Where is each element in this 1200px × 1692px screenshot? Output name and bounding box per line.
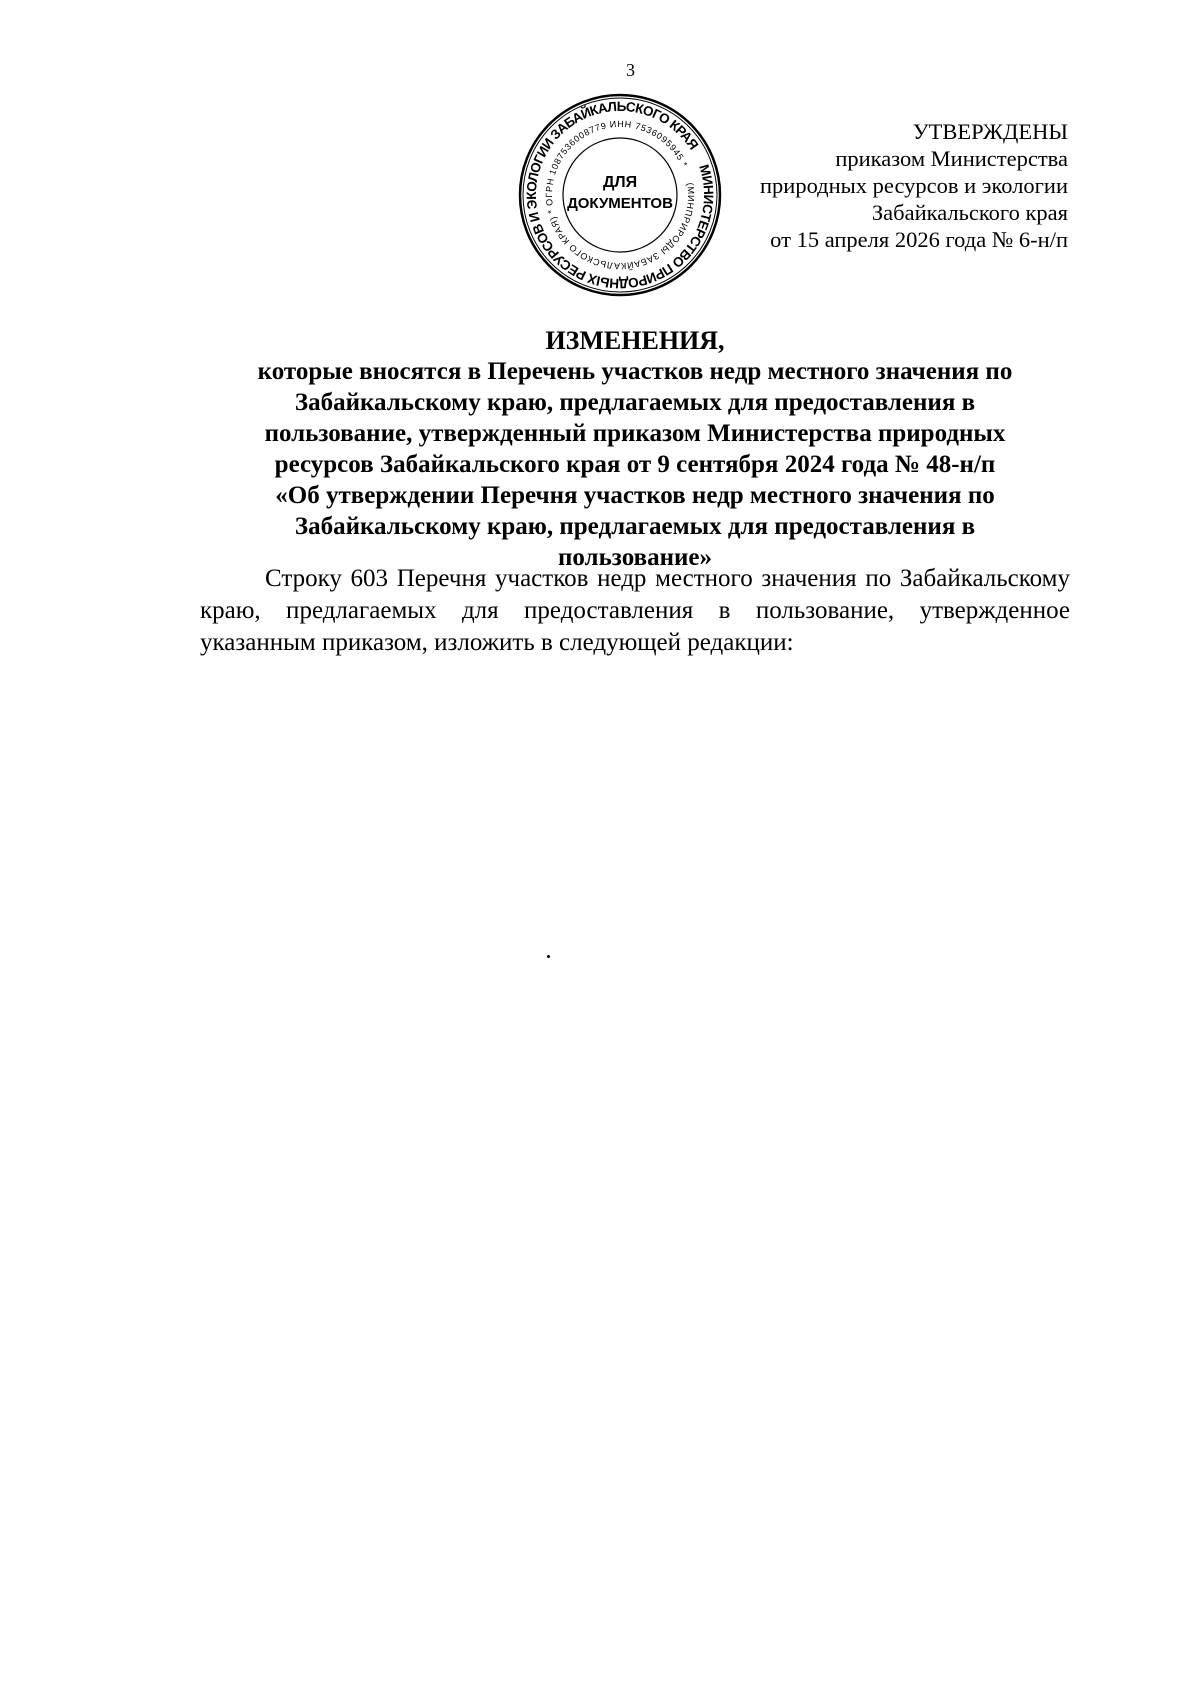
approval-line: природных ресурсов и экологии: [760, 173, 1068, 198]
title-line: пользование, утвержденный приказом Министерства природных: [264, 420, 1006, 447]
seal-center-line2: ДОКУМЕНТОВ: [567, 195, 673, 212]
approval-line: УТВЕРЖДЕНЫ: [912, 119, 1068, 144]
seal-outer-text: МИНИСТЕРСТВО ПРИРОДНЫХ РЕСУРСОВ И ЭКОЛОГИИ ЗАБАЙКАЛЬСКОГО КРАЯ: [523, 98, 717, 292]
body-paragraph: Строку 603 Перечня участков недр местного значения по Забайкальскому краю, предлагаемых для предоставления в пользование, утвержденное указанным приказом, изложить в следующей редакции:: [200, 565, 1070, 656]
seal-inner-text: (МИНПРИРОДЫ ЗАБАЙКАЛЬСКОГО КРАЯ) * ОГРН 1087536008779 ИНН 7536095945 *: [543, 118, 697, 272]
title-line: пользование»: [557, 544, 712, 571]
approval-line: Забайкальского края: [871, 200, 1068, 225]
scan-speck: [547, 955, 550, 958]
approval-line: от 15 апреля 2026 года № 6-н/п: [770, 227, 1068, 252]
document-title: [195, 325, 1075, 573]
title-line: ресурсов Забайкальского края от 9 сентября 2024 года № 48-н/п: [274, 451, 996, 478]
title-line: которые вносятся в Перечень участков недр местного значения по: [257, 358, 1013, 385]
title-line: Забайкальскому краю, предлагаемых для предоставления в: [294, 513, 976, 540]
title-line: Забайкальскому краю, предлагаемых для предоставления в: [294, 389, 976, 416]
title-heading: ИЗМЕНЕНИЯ,: [545, 326, 725, 355]
official-seal: [515, 90, 725, 300]
seal-center-line1: ДЛЯ: [602, 174, 638, 191]
approval-block: [760, 118, 1068, 253]
approval-line: приказом Министерства: [835, 146, 1068, 171]
page-number: 3: [626, 60, 635, 80]
title-line: «Об утверждении Перечня участков недр местного значения по: [275, 482, 995, 509]
